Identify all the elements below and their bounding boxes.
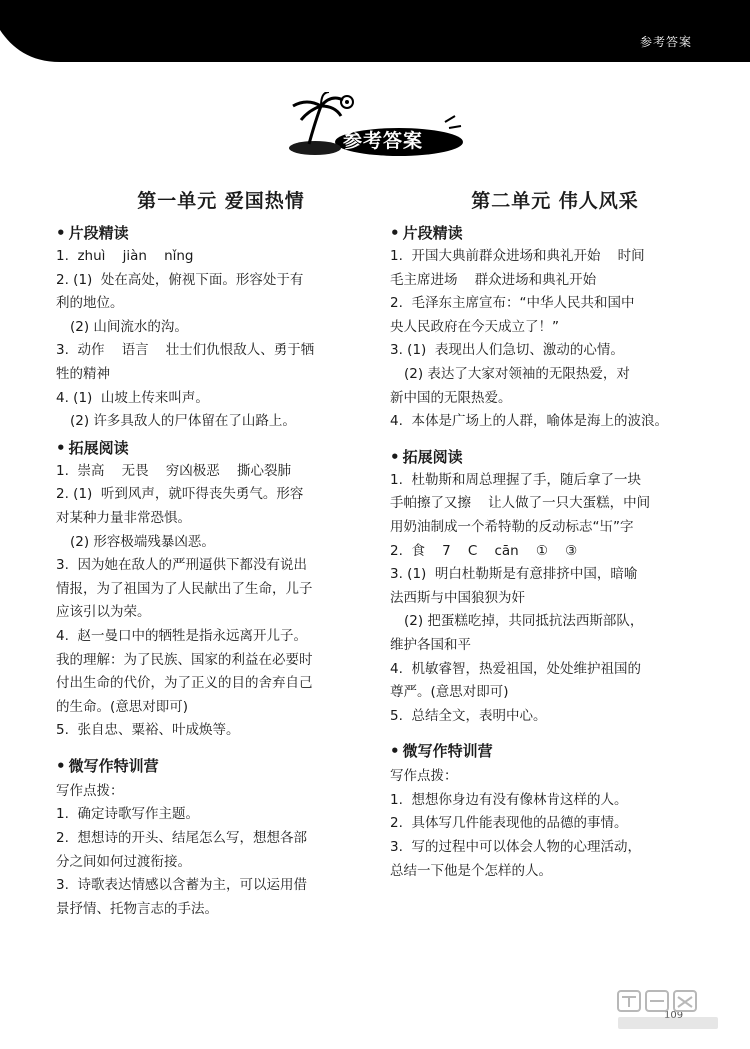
left-column — [56, 188, 386, 921]
answer-line: 手帕擦了又擦 让人做了一只大蛋糕，中间 — [390, 495, 651, 512]
answer-line: 2. 食 7 C cān ① ③ — [390, 542, 578, 559]
answer-line: 的生命。(意思对即可) — [56, 698, 189, 715]
bullet-dot-icon: • — [56, 756, 66, 775]
section-heading: • 片段精读 — [390, 224, 463, 242]
answer-line: 3. (1) 明白杜勒斯是有意排挤中国，暗喻 — [390, 566, 638, 583]
bullet-dot-icon: • — [390, 224, 400, 242]
answer-line: 牲的精神 — [56, 365, 110, 382]
answer-line: 用奶油制成一个希特勒的反动标志“卐”字 — [390, 518, 634, 535]
answer-line: 1. 开国大典前群众进场和典礼开始 时间 — [390, 248, 645, 264]
answer-line: (2) 把蛋糕吃掉，共同抵抗法西斯部队， — [404, 613, 644, 630]
writing-tips-label: 写作点拨： — [56, 782, 124, 799]
answer-line: 2. 毛泽东主席宣布：“中华人民共和国中 — [390, 295, 635, 312]
answer-line: (2) 许多具敌人的尸体留在了山路上。 — [70, 413, 296, 430]
answer-line: 4. 机敏睿智，热爱祖国，处处维护祖国的 — [390, 660, 641, 677]
answer-line: (2) 形容极端残暴凶恶。 — [70, 533, 215, 550]
answer-line: 维护各国和平 — [390, 636, 471, 653]
header-band-shape — [0, 0, 750, 62]
answer-line: 情报，为了祖国为了人民献出了生命，儿子 — [56, 580, 313, 597]
answer-line: 1. 想想你身边有没有像林肯这样的人。 — [390, 791, 628, 808]
bullet-dot-icon: • — [390, 742, 400, 761]
answer-line: 3. (1) 表现出人们急切、激动的心情。 — [390, 342, 624, 359]
answer-line: 5. 张自忠、粟裕、叶成焕等。 — [56, 722, 240, 739]
answer-line: (2) 表达了大家对领袖的无限热爱，对 — [404, 365, 630, 382]
bullet-dot-icon: • — [56, 438, 66, 457]
bullet-dot-icon: • — [56, 224, 66, 242]
answer-line: 1. 杜勒斯和周总理握了手，随后拿了一块 — [390, 471, 641, 488]
bullet-dot-icon: • — [390, 447, 400, 466]
answer-line: 2. 想想诗的开头、结尾怎么写，想想各部 — [56, 830, 307, 847]
header-label: 参考答案 — [639, 35, 692, 49]
banner-title: 参考答案 — [343, 130, 424, 152]
answer-line: 央人民政府在今天成立了！” — [390, 318, 559, 335]
answer-line: 分之间如何过渡衔接。 — [56, 853, 191, 870]
section-heading: • 微写作特训营 — [390, 742, 493, 761]
answer-line: 应该引以为荣。 — [56, 604, 151, 621]
answer-line: 2. (1) 听到风声，就吓得丧失勇气。形容 — [56, 486, 304, 503]
answer-line: 3. 诗歌表达情感以含蓄为主，可以运用借 — [56, 877, 307, 894]
page-number: 109 — [664, 1010, 684, 1021]
answer-line: 总结一下他是个怎样的人。 — [390, 862, 552, 879]
section-heading: • 微写作特训营 — [56, 756, 159, 775]
answer-line: 2. (1) 处在高处，俯视下面。形容处于有 — [56, 271, 304, 288]
watermark-logo — [616, 989, 726, 1031]
answer-line: 1. 确定诗歌写作主题。 — [56, 806, 199, 823]
answer-line: 景抒情、托物言志的手法。 — [56, 900, 218, 917]
answer-line: 3. 写的过程中可以体会人物的心理活动， — [390, 839, 641, 856]
answer-line: 利的地位。 — [56, 295, 124, 312]
watermark-icon — [616, 989, 726, 1031]
answer-line: 1. 崇高 无畏 穷凶极恶 撕心裂肺 — [56, 462, 291, 479]
answer-line: 对某种力量非常恐惧。 — [56, 509, 191, 526]
header-band — [0, 0, 750, 62]
answer-line: 3. 因为她在敌人的严刑逼供下都没有说出 — [56, 557, 307, 574]
answer-line: 2. 具体写几件能表现他的品德的事情。 — [390, 815, 628, 832]
answer-line: 毛主席进场 群众进场和典礼开始 — [390, 271, 597, 288]
answer-line: (2) 山间流水的沟。 — [70, 318, 188, 335]
section-heading: • 拓展阅读 — [56, 438, 129, 457]
right-column — [390, 188, 720, 883]
unit-title: 第一单元 爱国热情 — [137, 190, 305, 212]
answer-line: 4. 赵一曼口中的牺牲是指永远离开儿子。 — [56, 627, 307, 644]
writing-tips-label: 写作点拨： — [390, 768, 458, 785]
answer-line: 4. 本体是广场上的人群，喻体是海上的波浪。 — [390, 413, 668, 430]
answer-line: 新中国的无限热爱。 — [390, 389, 512, 406]
answer-line: 4. (1) 山坡上传来叫声。 — [56, 389, 209, 406]
answer-line: 我的理解：为了民族、国家的利益在必要时 — [56, 651, 313, 668]
answer-line: 5. 总结全文，表明中心。 — [390, 707, 547, 724]
answer-line: 1. zhuì jiàn nǐng — [56, 248, 194, 264]
answer-line: 付出生命的代价，为了正义的目的舍弃自己 — [56, 675, 313, 692]
answer-line: 尊严。(意思对即可) — [390, 684, 509, 701]
answer-line: 3. 动作 语言 壮士们仇恨敌人、勇于牺 — [56, 342, 315, 359]
section-heading: • 片段精读 — [56, 224, 129, 242]
answer-line: 法西斯与中国狼狈为奸 — [390, 589, 525, 606]
section-heading: • 拓展阅读 — [390, 447, 463, 466]
unit-title: 第二单元 伟人风采 — [471, 190, 639, 212]
